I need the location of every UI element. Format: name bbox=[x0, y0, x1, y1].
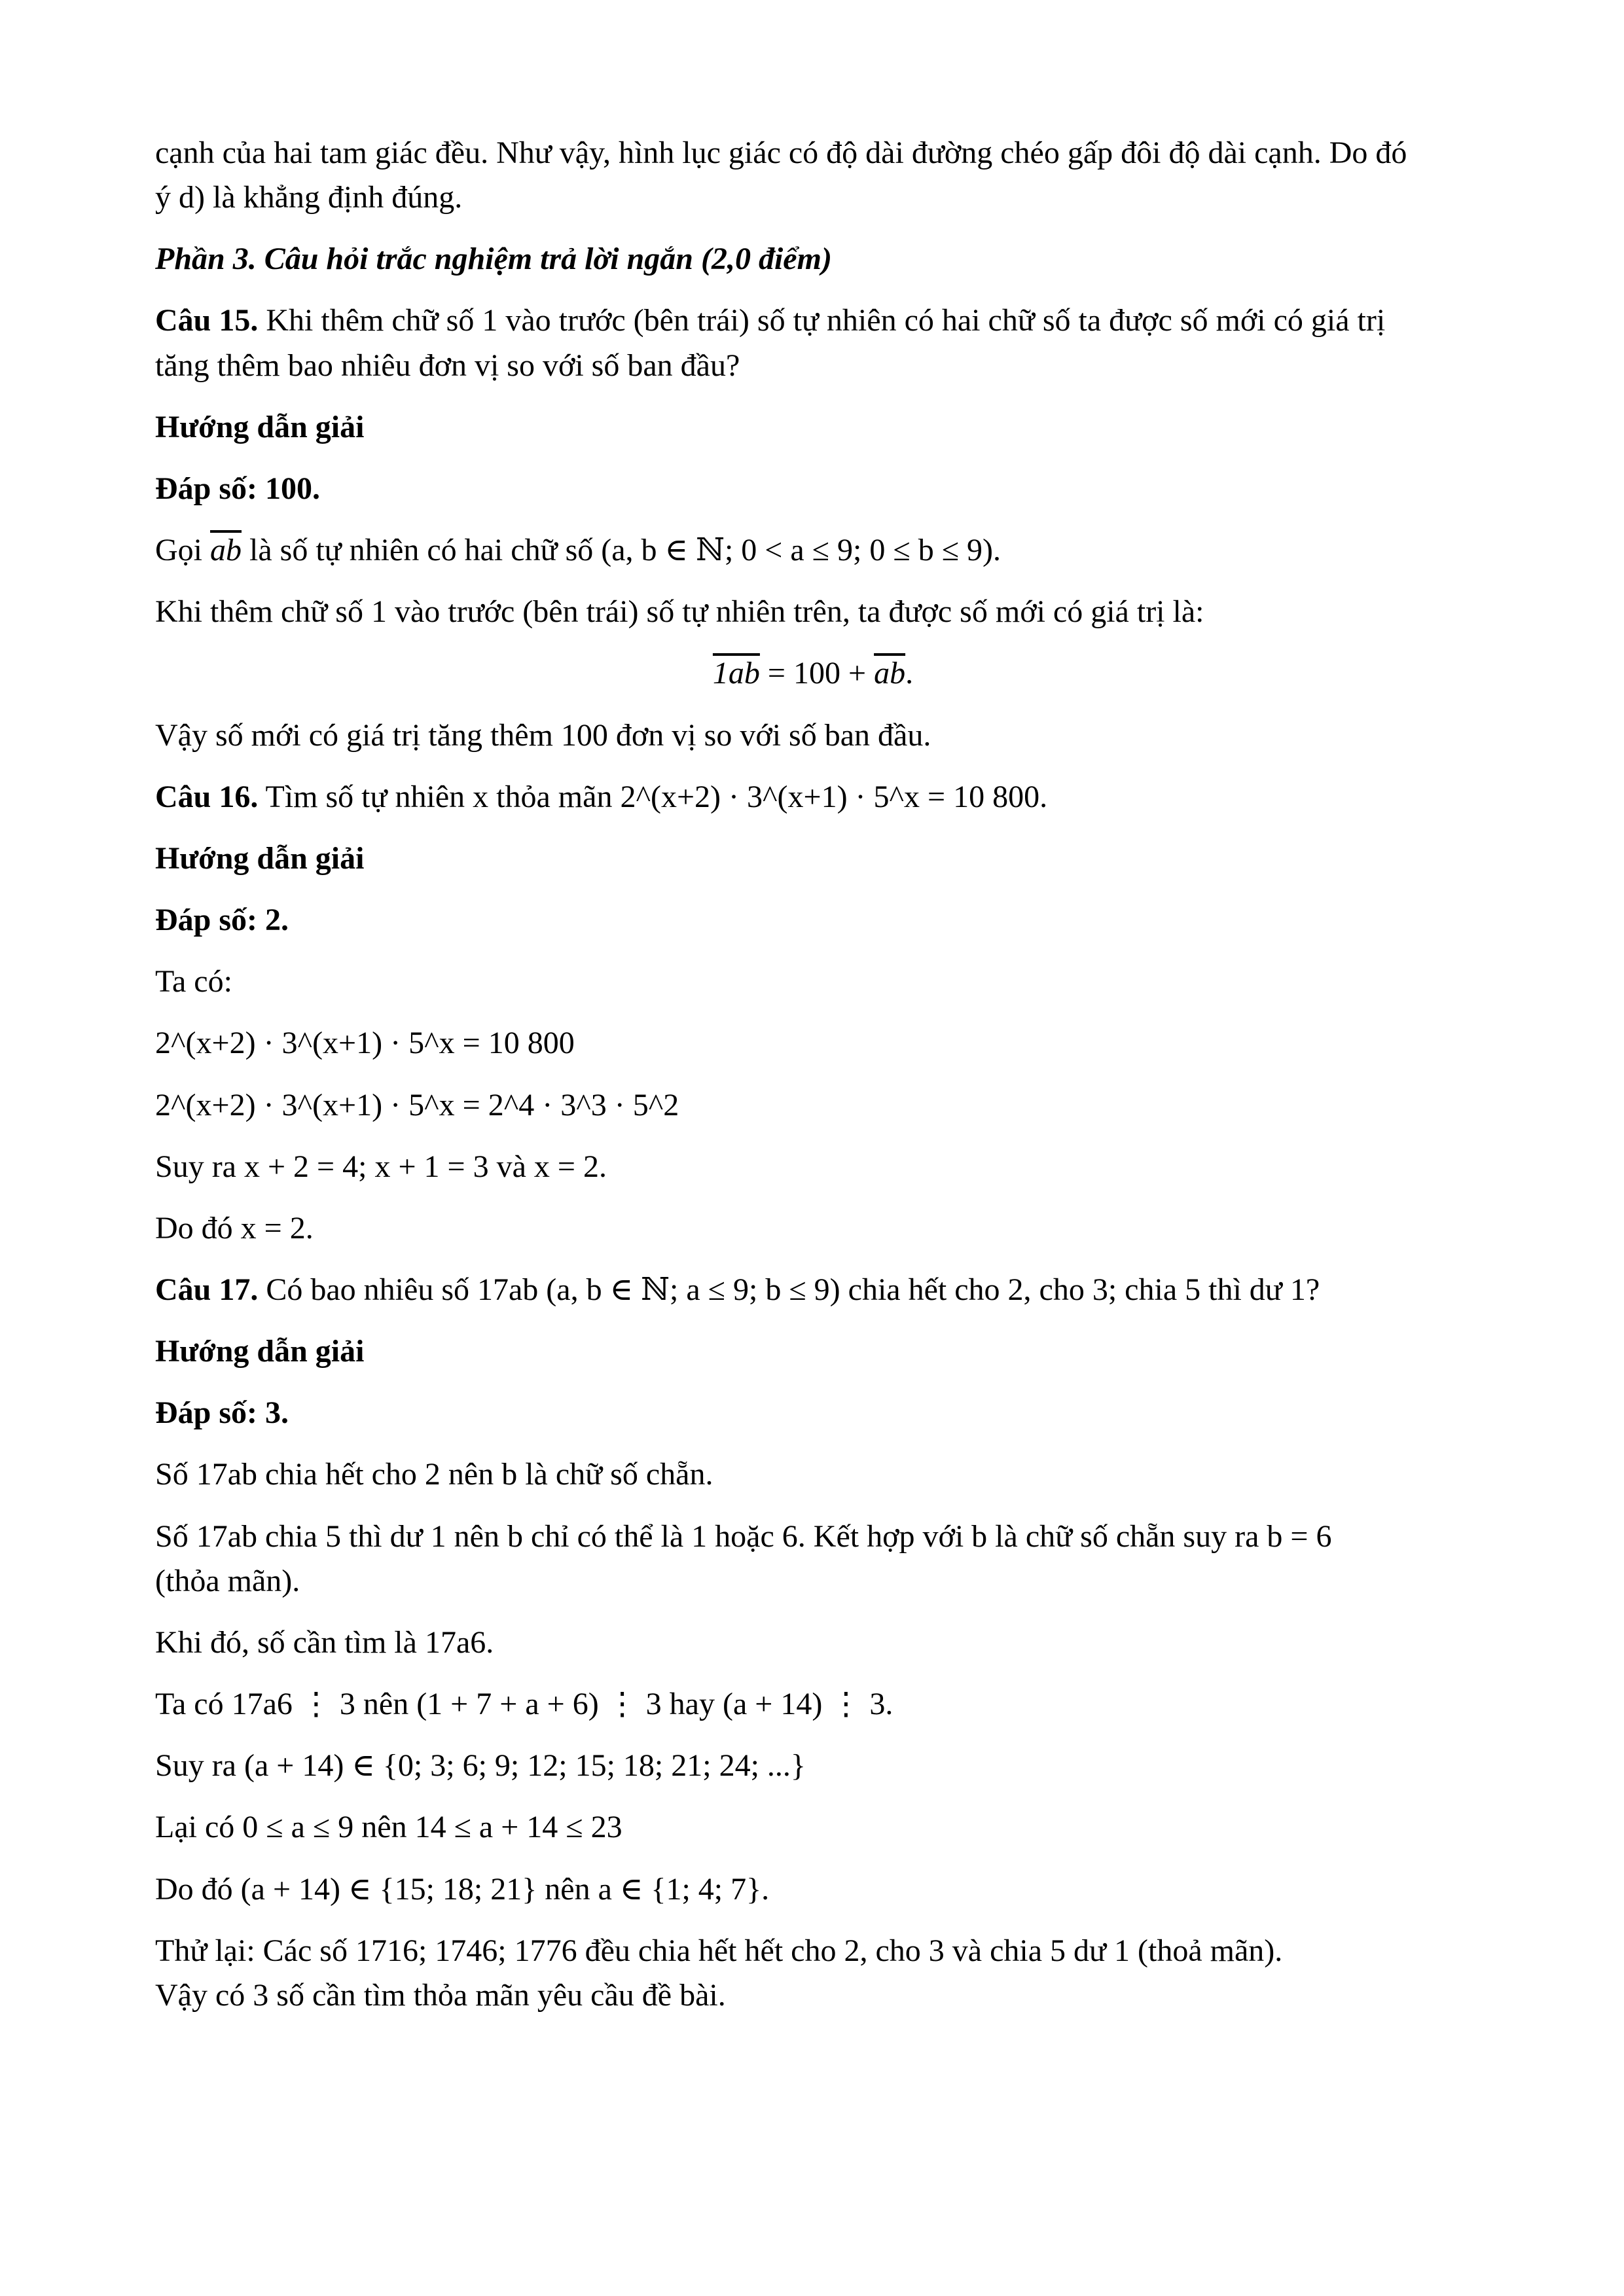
math-expression: = 100 + bbox=[759, 656, 875, 691]
equation: 2^(x+2) · 3^(x+1) · 5^x = 10 800 bbox=[155, 1026, 575, 1061]
question-text: Khi thêm chữ số 1 vào trước (bên trái) số tự nhiên có hai chữ số ta được số mới có giá trị bbox=[258, 303, 1386, 338]
question-text: tăng thêm bao nhiêu đơn vị so với số ban đầu? bbox=[155, 348, 740, 383]
question-text: Tìm số tự nhiên x thỏa mãn 2^(x+2) · 3^(x+1) · 5^x = 10 800. bbox=[258, 779, 1048, 814]
math-expression: (a, b ∈ ℕ; 0 < a ≤ 9; 0 ≤ b ≤ 9). bbox=[601, 533, 1001, 568]
section-heading: Phần 3. Câu hỏi trắc nghiệm trả lời ngắn (2,0 điểm) bbox=[155, 242, 832, 277]
solution-line bbox=[155, 528, 1471, 573]
solution-heading: Hướng dẫn giải bbox=[155, 409, 365, 444]
solution-line: Do đó x = 2. bbox=[155, 1210, 314, 1246]
overline-number: 1ab bbox=[712, 656, 760, 691]
solution-line: Suy ra x + 2 = 4; x + 1 = 3 và x = 2. bbox=[155, 1149, 607, 1184]
text-span: Gọi bbox=[155, 533, 210, 568]
overline-number: $\overline{ab}$ bbox=[210, 533, 242, 568]
solution-line: Ta có: bbox=[155, 964, 232, 999]
solution-line: Số 17ab chia hết cho 2 nên b là chữ số chẵn. bbox=[155, 1457, 713, 1492]
solution-heading: Hướng dẫn giải bbox=[155, 1334, 365, 1369]
solution-line: (thỏa mãn). bbox=[155, 1563, 300, 1598]
question-17 bbox=[155, 1268, 1471, 1312]
question-label: Câu 16. bbox=[155, 779, 259, 814]
equation bbox=[155, 651, 1471, 696]
answer-line: Đáp số: 3. bbox=[155, 1395, 289, 1431]
solution-heading: Hướng dẫn giải bbox=[155, 840, 365, 876]
equation: 2^(x+2) · 3^(x+1) · 5^x = 2^4 · 3^3 · 5^2 bbox=[155, 1087, 679, 1122]
text-span: . bbox=[905, 656, 914, 691]
solution-line: Khi thêm chữ số 1 vào trước (bên trái) số tự nhiên trên, ta được số mới có giá trị là: bbox=[155, 594, 1204, 630]
text-line: cạnh của hai tam giác đều. Như vậy, hình lục giác có độ dài đường chéo gấp đôi độ dài cạnh. Do đó bbox=[155, 135, 1407, 170]
question-text: Có bao nhiêu số 17ab (a, b ∈ ℕ; a ≤ 9; b ≤ 9) chia hết cho 2, cho 3; chia 5 thì dư 1? bbox=[258, 1272, 1320, 1307]
answer-line: Đáp số: 2. bbox=[155, 903, 289, 938]
solution-line: Khi đó, số cần tìm là 17a6. bbox=[155, 1624, 494, 1660]
text-span: là số tự nhiên có hai chữ số bbox=[242, 533, 602, 568]
solution-line: Số 17ab chia 5 thì dư 1 nên b chỉ có thể là 1 hoặc 6. Kết hợp với b là chữ số chẵn suy ra b = 6 bbox=[155, 1518, 1332, 1554]
solution-line: Vậy có 3 số cần tìm thỏa mãn yêu cầu đề bài. bbox=[155, 1977, 726, 2013]
solution-line: Suy ra (a + 14) ∈ {0; 3; 6; 9; 12; 15; 18; 21; 24; ...} bbox=[155, 1748, 806, 1784]
question-label: Câu 15. bbox=[155, 303, 259, 338]
solution-line: Thử lại: Các số 1716; 1746; 1776 đều chia hết hết cho 2, cho 3 và chia 5 dư 1 (thoả mãn). bbox=[155, 1933, 1283, 1968]
solution-line: Vậy số mới có giá trị tăng thêm 100 đơn vị so với số ban đầu. bbox=[155, 717, 931, 753]
solution-line: Ta có 17a6 ⋮ 3 nên (1 + 7 + a + 6) ⋮ 3 hay (a + 14) ⋮ 3. bbox=[155, 1687, 893, 1722]
document-page bbox=[155, 131, 1471, 2018]
answer-line: Đáp số: 100. bbox=[155, 471, 321, 506]
overline-number: $\overline{ab}$ bbox=[874, 656, 906, 691]
question-16 bbox=[155, 775, 1471, 819]
question-label: Câu 17. bbox=[155, 1272, 259, 1307]
question-15 bbox=[155, 298, 1471, 343]
solution-line: Do đó (a + 14) ∈ {15; 18; 21} nên a ∈ {1; 4; 7}. bbox=[155, 1871, 770, 1907]
solution-line: Lại có 0 ≤ a ≤ 9 nên 14 ≤ a + 14 ≤ 23 bbox=[155, 1810, 623, 1845]
text-line: ý d) là khẳng định đúng. bbox=[155, 180, 463, 215]
